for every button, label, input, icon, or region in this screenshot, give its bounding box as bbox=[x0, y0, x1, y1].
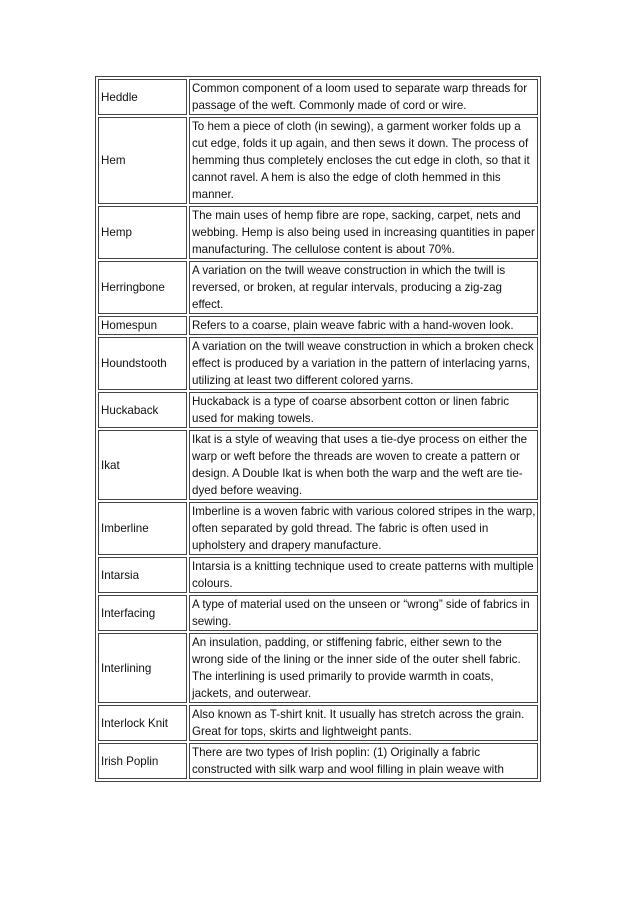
table-row bbox=[98, 79, 538, 115]
glossary-definition: A variation on the twill weave construction in which the twill is reversed, or broken, at regular intervals, producing a zig-zag effect. bbox=[189, 261, 538, 314]
glossary-term: Interlining bbox=[98, 633, 187, 703]
table-row bbox=[98, 117, 538, 204]
glossary-term: Ikat bbox=[98, 430, 187, 500]
glossary-definition: To hem a piece of cloth (in sewing), a garment worker folds up a cut edge, folds it up again, and then sews it down. The process of hemming thus completely encloses the cut edge in cloth, so that it cannot ravel. A hem is also the edge of cloth hemmed in this manner. bbox=[189, 117, 538, 204]
table-row bbox=[98, 502, 538, 555]
table-row bbox=[98, 392, 538, 428]
glossary-term: Irish Poplin bbox=[98, 743, 187, 779]
glossary-term: Hem bbox=[98, 117, 187, 204]
glossary-definition: An insulation, padding, or stiffening fabric, either sewn to the wrong side of the lining or the inner side of the outer shell fabric. The interlining is used primarily to provide warmth in coats, jackets, and outerwear. bbox=[189, 633, 538, 703]
glossary-term: Homespun bbox=[98, 316, 187, 335]
glossary-definition: Huckaback is a type of coarse absorbent cotton or linen fabric used for making towels. bbox=[189, 392, 538, 428]
glossary-definition: A type of material used on the unseen or “wrong” side of fabrics in sewing. bbox=[189, 595, 538, 631]
table-row bbox=[98, 261, 538, 314]
glossary-definition: The main uses of hemp fibre are rope, sacking, carpet, nets and webbing. Hemp is also being used in increasing quantities in paper manufacturing. The cellulose content is about 70%. bbox=[189, 206, 538, 259]
glossary-term: Huckaback bbox=[98, 392, 187, 428]
glossary-definition: Also known as T-shirt knit. It usually has stretch across the grain. Great for tops, skirts and lightweight pants. bbox=[189, 705, 538, 741]
glossary-term: Hemp bbox=[98, 206, 187, 259]
glossary-definition: Imberline is a woven fabric with various colored stripes in the warp, often separated by gold thread. The fabric is often used in upholstery and drapery manufacture. bbox=[189, 502, 538, 555]
glossary-definition: Ikat is a style of weaving that uses a tie-dye process on either the warp or weft before the threads are woven to create a pattern or design. A Double Ikat is when both the warp and the weft are tie-dyed before weaving. bbox=[189, 430, 538, 500]
glossary-term: Herringbone bbox=[98, 261, 187, 314]
glossary-definition: A variation on the twill weave construction in which a broken check effect is produced by a variation in the pattern of interlacing yarns, utilizing at least two different colored yarns. bbox=[189, 337, 538, 390]
glossary-term: Houndstooth bbox=[98, 337, 187, 390]
glossary-term: Imberline bbox=[98, 502, 187, 555]
glossary-body bbox=[98, 79, 538, 779]
table-row bbox=[98, 705, 538, 741]
glossary-term: Intarsia bbox=[98, 557, 187, 593]
table-row bbox=[98, 595, 538, 631]
table-row bbox=[98, 337, 538, 390]
table-row bbox=[98, 743, 538, 779]
table-row bbox=[98, 206, 538, 259]
glossary-definition: Intarsia is a knitting technique used to create patterns with multiple colours. bbox=[189, 557, 538, 593]
glossary-term: Interlock Knit bbox=[98, 705, 187, 741]
glossary-definition: Refers to a coarse, plain weave fabric with a hand-woven look. bbox=[189, 316, 538, 335]
glossary-definition: There are two types of Irish poplin: (1) Originally a fabric constructed with silk warp and wool filling in plain weave with bbox=[189, 743, 538, 779]
glossary-definition: Common component of a loom used to separate warp threads for passage of the weft. Commonly made of cord or wire. bbox=[189, 79, 538, 115]
table-row bbox=[98, 557, 538, 593]
glossary-table bbox=[95, 76, 541, 782]
glossary-term: Heddle bbox=[98, 79, 187, 115]
table-row bbox=[98, 316, 538, 335]
table-row bbox=[98, 430, 538, 500]
table-row bbox=[98, 633, 538, 703]
glossary-term: Interfacing bbox=[98, 595, 187, 631]
